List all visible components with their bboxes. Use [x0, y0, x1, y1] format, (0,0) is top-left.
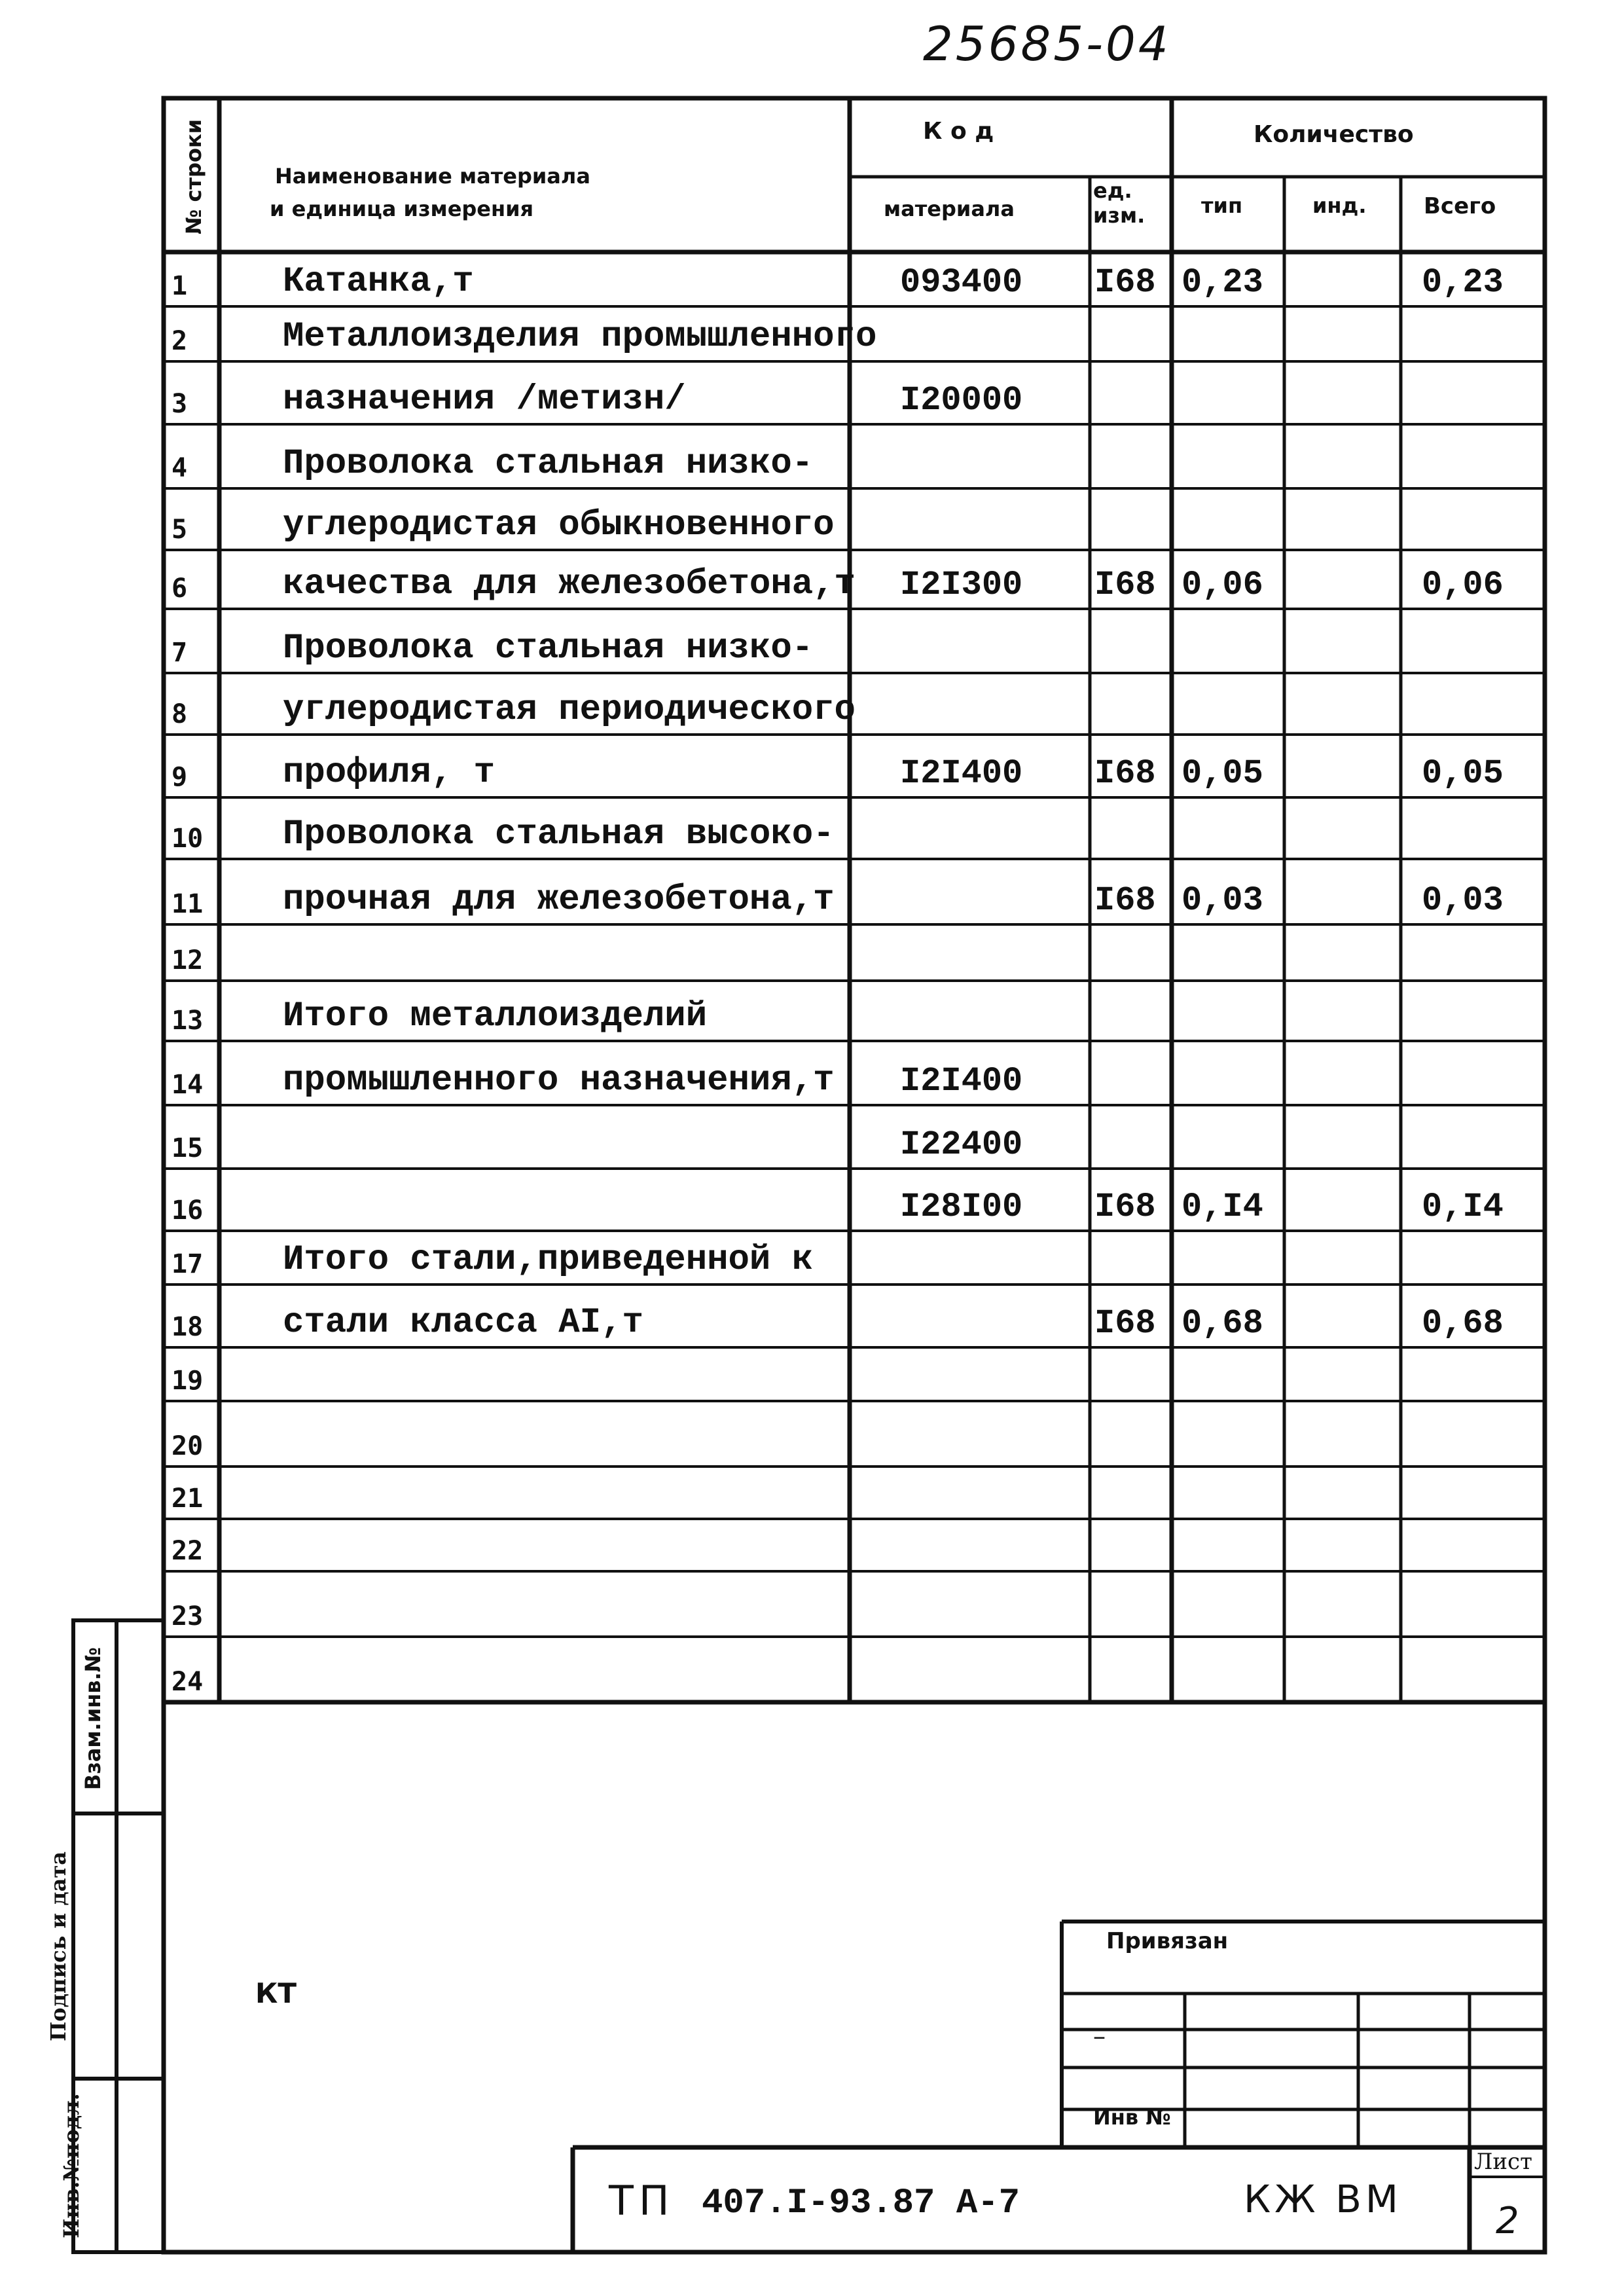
side-stamp-vzam: Взам.инв.№: [81, 1647, 105, 1791]
row-number: 1: [171, 271, 188, 301]
row-number: 13: [171, 1006, 204, 1036]
header-code-material: материала: [884, 196, 1015, 221]
unit-code: I68: [1094, 754, 1156, 793]
row-number: 8: [171, 699, 188, 729]
header-code: К о д: [923, 118, 994, 145]
side-stamp-podpis: Подпись и дата: [46, 1851, 71, 2041]
material-code: I20000: [900, 381, 1023, 420]
material-name: Итого металлоизделий: [283, 996, 708, 1036]
material-name: назначения /метизн/: [283, 380, 686, 420]
title-sheet-number: 2: [1496, 2200, 1519, 2242]
row-number: 6: [171, 574, 188, 604]
material-name: Металлоизделия промышленного: [283, 317, 877, 357]
header-code-unit: ед. изм.: [1093, 178, 1146, 228]
material-name: стали класса AI,т: [283, 1303, 643, 1343]
qty-total-value: 0,I4: [1422, 1188, 1504, 1226]
qty-total-value: 0,06: [1422, 566, 1504, 604]
material-name: Катанка,т: [283, 262, 474, 302]
material-code: I2I400: [900, 754, 1023, 793]
material-name: углеродистая обыкновенного: [283, 505, 835, 545]
row-number: 21: [171, 1484, 204, 1514]
unit-code: I68: [1094, 263, 1156, 302]
title-tp: ТП: [609, 2177, 675, 2225]
row-number: 19: [171, 1366, 204, 1396]
material-code: I28I00: [900, 1188, 1023, 1226]
row-number: 11: [171, 889, 204, 919]
qty-total-value: 0,68: [1422, 1304, 1504, 1343]
side-stamp-inv: Инв.№подл.: [59, 2093, 84, 2238]
row-number: 23: [171, 1601, 204, 1631]
header-qty-tip: тип: [1201, 193, 1243, 218]
row-number: 5: [171, 515, 188, 545]
title-sheet-label: Лист: [1474, 2149, 1532, 2175]
header-qty-ind: инд.: [1312, 193, 1367, 218]
binding-dash: –: [1093, 2022, 1106, 2050]
binding-privyazan: Привязан: [1106, 1928, 1229, 1954]
row-number: 14: [171, 1070, 204, 1100]
row-number: 20: [171, 1431, 204, 1461]
row-number: 15: [171, 1133, 204, 1163]
material-name: Итого стали,приведенной к: [283, 1240, 814, 1280]
header-name-line2: и единица измерения: [270, 196, 534, 221]
qty-tip-value: 0,23: [1182, 263, 1263, 302]
qty-tip-value: 0,I4: [1182, 1188, 1263, 1226]
material-name: Проволока стальная высоко-: [283, 814, 835, 854]
row-number: 10: [171, 824, 204, 854]
row-number: 17: [171, 1249, 204, 1279]
material-code: I2I300: [900, 566, 1023, 604]
qty-tip-value: 0,68: [1182, 1304, 1263, 1343]
material-code: I22400: [900, 1125, 1023, 1164]
document-number: 25685-04: [923, 16, 1171, 71]
row-number: 4: [171, 453, 188, 483]
row-number: 9: [171, 762, 188, 792]
row-number: 22: [171, 1536, 204, 1566]
kt-label: КТ: [255, 1977, 297, 2009]
unit-code: I68: [1094, 1188, 1156, 1226]
row-number: 7: [171, 638, 188, 668]
qty-tip-value: 0,05: [1182, 754, 1263, 793]
title-mark: КЖ ВМ: [1244, 2177, 1402, 2221]
material-code: I2I400: [900, 1062, 1023, 1101]
binding-inv-no: Инв №: [1093, 2105, 1171, 2130]
row-number: 2: [171, 326, 188, 356]
material-code: 093400: [900, 263, 1023, 302]
header-row-number: № строки: [181, 118, 206, 235]
qty-total-value: 0,03: [1422, 881, 1504, 920]
header-quantity: Количество: [1254, 121, 1414, 148]
header-qty-total: Всего: [1424, 193, 1496, 219]
material-name: Проволока стальная низко-: [283, 444, 814, 484]
unit-code: I68: [1094, 1304, 1156, 1343]
unit-code: I68: [1094, 881, 1156, 920]
material-name: промышленного назначения,т: [283, 1061, 835, 1101]
header-name-line1: Наименование материала: [275, 164, 590, 189]
material-name: качества для железобетона,т: [283, 564, 856, 604]
qty-total-value: 0,23: [1422, 263, 1504, 302]
row-number: 3: [171, 389, 188, 419]
row-number: 12: [171, 945, 204, 975]
material-name: прочная для железобетона,т: [283, 880, 835, 920]
title-project-code: 407.I-93.87 А-7: [702, 2183, 1020, 2223]
qty-tip-value: 0,03: [1182, 881, 1263, 920]
material-name: углеродистая периодического: [283, 690, 856, 730]
qty-tip-value: 0,06: [1182, 566, 1263, 604]
qty-total-value: 0,05: [1422, 754, 1504, 793]
row-number: 24: [171, 1667, 204, 1697]
row-number: 18: [171, 1312, 204, 1342]
unit-code: I68: [1094, 566, 1156, 604]
material-name: Проволока стальная низко-: [283, 629, 814, 668]
row-number: 16: [171, 1195, 204, 1226]
material-name: профиля, т: [283, 753, 496, 793]
